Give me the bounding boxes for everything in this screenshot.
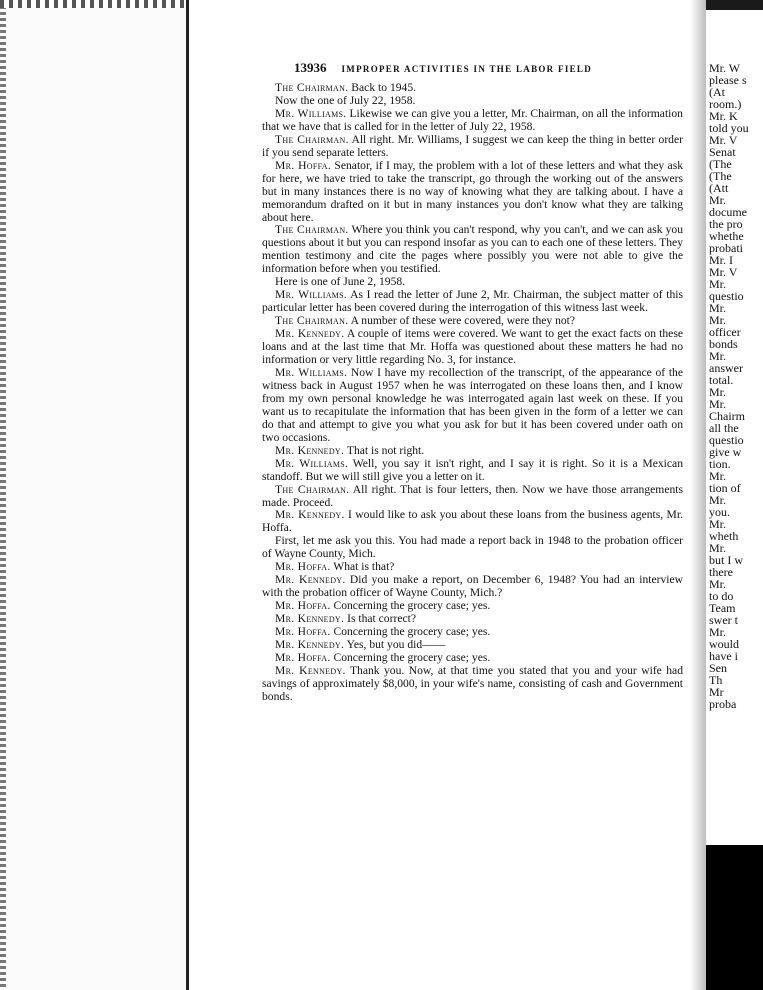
speaker-name: The Chairman. <box>275 132 349 146</box>
facing-page-line: answer <box>709 361 743 375</box>
transcript-paragraph <box>262 289 683 315</box>
facing-page-line: docume <box>709 205 747 219</box>
speaker-name: Mr. Kennedy. <box>275 612 345 626</box>
paragraph-text: Concerning the grocery case; yes. <box>330 599 491 613</box>
speaker-name: Mr. Williams. <box>275 456 349 470</box>
facing-page-line: questio <box>709 289 744 303</box>
running-head: IMPROPER ACTIVITIES IN THE LABOR FIELD <box>341 64 593 74</box>
facing-page-line: (At <box>709 85 725 99</box>
facing-page-line: would <box>709 637 739 651</box>
page-header <box>294 60 592 76</box>
facing-page-line: Mr. I <box>709 253 733 267</box>
facing-page-line: Mr. <box>709 625 727 639</box>
page-number: 13936 <box>294 60 327 75</box>
speaker-name: Mr. Williams. <box>275 106 347 120</box>
facing-page-line: Mr. <box>709 277 727 291</box>
facing-page-line: Th <box>709 673 723 687</box>
facing-page-line: Mr. V <box>709 265 738 279</box>
facing-page <box>706 0 763 990</box>
speaker-name: Mr. Kennedy. <box>275 637 345 651</box>
scan-shadow <box>706 845 763 990</box>
paragraph-text: Well, you say it isn't right, and I say it is right. So it is a Mexican standoff. But we will still give you a letter on it. <box>262 456 683 483</box>
speaker-name: Mr. Kennedy. <box>275 443 345 457</box>
transcript-paragraph <box>262 224 683 276</box>
speaker-name: The Chairman. <box>275 482 350 496</box>
transcript-body <box>262 82 683 704</box>
paragraph-text: Now I have my recollection of the transcript, of the appearance of the witness back in August 1957 when he was interrogated on these loans then, and I know from my own personal knowledge he was interrogated again last week on these. If you want us to recapitulate the information that has been given in the form of a letter we can do that and attempt to give you what you ask for but it has been covered under oath on two occasions. <box>262 365 683 444</box>
facing-page-line: wheth <box>709 529 739 543</box>
paragraph-text: Here is one of June 2, 1958. <box>275 275 406 289</box>
facing-page-line: swer t <box>709 613 738 627</box>
facing-page-line: Mr. <box>709 385 727 399</box>
paragraph-text: First, let me ask you this. You had made a report back in 1948 to the probation officer of Wayne County, Mich. <box>262 534 683 561</box>
scan-left-margin <box>0 0 188 990</box>
speaker-name: Mr. Kennedy. <box>275 508 345 522</box>
speaker-name: Mr. Hoffa. <box>275 625 331 639</box>
facing-page-line: but I w <box>709 553 743 567</box>
speaker-name: The Chairman. <box>275 223 349 237</box>
speaker-name: Mr. Kennedy. <box>275 663 346 677</box>
facing-page-line: there <box>709 565 733 579</box>
facing-page-line: Mr. <box>709 577 727 591</box>
paragraph-text: Concerning the grocery case; yes. <box>330 625 491 639</box>
facing-page-line: to do <box>709 589 734 603</box>
facing-page-line: Mr. K <box>709 109 738 123</box>
speaker-name: The Chairman. <box>275 81 349 94</box>
paragraph-text: Yes, but you did—— <box>344 637 446 651</box>
speaker-name: Mr. Kennedy. <box>275 327 345 341</box>
transcript-paragraph <box>262 665 683 704</box>
paragraph-text: Now the one of July 22, 1958. <box>275 93 416 107</box>
facing-page-line: tion. <box>709 457 731 471</box>
facing-page-line: Team <box>709 601 736 615</box>
paragraph-text: Senator, if I may, the problem with a lot of these letters and what they ask for here, we have tried to take the transcript, go through the working out of the answers but in many instances there is no way of knowing what they are talking about. I have a memorandum drafted on it but in many instances you don't know what they are talking about here. <box>262 158 683 224</box>
transcript-paragraph <box>262 328 683 367</box>
facing-page-line: Senat <box>709 145 736 159</box>
transcript-paragraph <box>262 458 683 484</box>
paragraph-text: All right. Mr. Williams, I suggest we can keep the thing in better order if you send separate letters. <box>262 132 683 159</box>
facing-page-line: Mr <box>709 685 724 699</box>
paragraph-text: I would like to ask you about these loans from the business agents, Mr. Hoffa. <box>262 508 683 535</box>
speaker-name: Mr. Hoffa. <box>275 650 331 664</box>
transcript-paragraph <box>262 134 683 160</box>
facing-page-line: room.) <box>709 97 742 111</box>
paragraph-text: Back to 1945. <box>348 81 417 94</box>
paragraph-text: Likewise we can give you a letter, Mr. Chairman, on all the information that we have that is called for in the letter of July 22, 1958. <box>262 106 683 133</box>
speaker-name: Mr. Hoffa. <box>275 560 331 574</box>
transcript-paragraph <box>262 367 683 445</box>
facing-page-line: you. <box>709 505 730 519</box>
paragraph-text: Did you make a report, on December 6, 1948? You had an interview with the probation officer of Wayne County, Mich.? <box>262 573 684 600</box>
facing-page-line: Sen <box>709 661 727 675</box>
facing-page-line: Chairm <box>709 409 745 423</box>
facing-page-line: told you <box>709 121 749 135</box>
transcript-paragraph <box>262 509 683 535</box>
page-edge <box>186 0 189 990</box>
speaker-name: Mr. Hoffa. <box>275 158 332 172</box>
facing-page-line: Mr. <box>709 541 727 555</box>
paragraph-text: That is not right. <box>344 443 425 457</box>
facing-page-line: the pro <box>709 217 743 231</box>
facing-page-line: probati <box>709 241 743 255</box>
facing-page-line: Mr. <box>709 397 727 411</box>
facing-page-line: have i <box>709 649 738 663</box>
facing-page-line: (Att <box>709 181 729 195</box>
facing-page-line: (The <box>709 157 732 171</box>
paragraph-text: Is that correct? <box>344 612 416 626</box>
speaker-name: Mr. Hoffa. <box>275 599 331 613</box>
facing-page-line: (The <box>709 169 732 183</box>
facing-page-line: Mr. W <box>709 61 741 75</box>
paragraph-text: A number of these were covered, were they not? <box>348 314 576 328</box>
facing-page-line: give w <box>709 445 742 459</box>
paragraph-text: As I read the letter of June 2, Mr. Chairman, the subject matter of this particular letter has been covered during the interrogation of this witness last week. <box>262 288 684 315</box>
facing-page-line: Mr. <box>709 517 727 531</box>
speaker-name: The Chairman. <box>275 314 349 328</box>
facing-page-line: Mr. <box>709 493 727 507</box>
facing-page-line: all the <box>709 421 739 435</box>
facing-page-line: Mr. <box>709 301 727 315</box>
transcript-paragraph <box>262 108 683 134</box>
transcript-paragraph <box>262 535 683 561</box>
facing-page-line: questio <box>709 433 744 447</box>
facing-page-line: please s <box>709 73 747 87</box>
transcript-paragraph <box>262 574 683 600</box>
transcript-paragraph <box>262 160 683 225</box>
facing-page-line: Mr. V <box>709 133 738 147</box>
facing-page-line: total. <box>709 373 734 387</box>
speaker-name: Mr. Williams. <box>275 365 348 379</box>
paragraph-text: What is that? <box>330 560 395 574</box>
speaker-name: Mr. Kennedy. <box>275 573 346 587</box>
transcript-paragraph <box>262 484 683 510</box>
facing-page-line: Mr. <box>709 193 727 207</box>
facing-page-line: Mr. <box>709 313 727 327</box>
paragraph-text: A couple of items were covered. We want to get the exact facts on these loans and at the last time that Mr. Hoffa was questioned about these matters he had no information or very little regarding No. 3, for instance. <box>262 327 683 367</box>
facing-page-line: proba <box>709 697 737 711</box>
paragraph-text: Where you think you can't respond, why you can't, and we can ask you questions about it but you can respond insofar as you can to each one of these letters. They mention testimony and cite the pages where possibly you were not able to give the information before when you testified. <box>262 223 683 276</box>
facing-page-line: tion of <box>709 481 741 495</box>
facing-page-line: officer <box>709 325 741 339</box>
facing-page-line: whethe <box>709 229 744 243</box>
facing-page-line: Mr. <box>709 349 727 363</box>
facing-page-line: bonds <box>709 337 738 351</box>
facing-page-line: Mr. <box>709 469 727 483</box>
paragraph-text: All right. That is four letters, then. Now we have those arrangements made. Proceed. <box>262 482 683 509</box>
speaker-name: Mr. Williams. <box>275 288 348 302</box>
paragraph-text: Concerning the grocery case; yes. <box>330 650 491 664</box>
book-gutter <box>690 0 706 990</box>
paragraph-text: Thank you. Now, at that time you stated that you and your wife had savings of approximately $8,000, in your wife's name, consisting of cash and Government bonds. <box>262 663 683 703</box>
